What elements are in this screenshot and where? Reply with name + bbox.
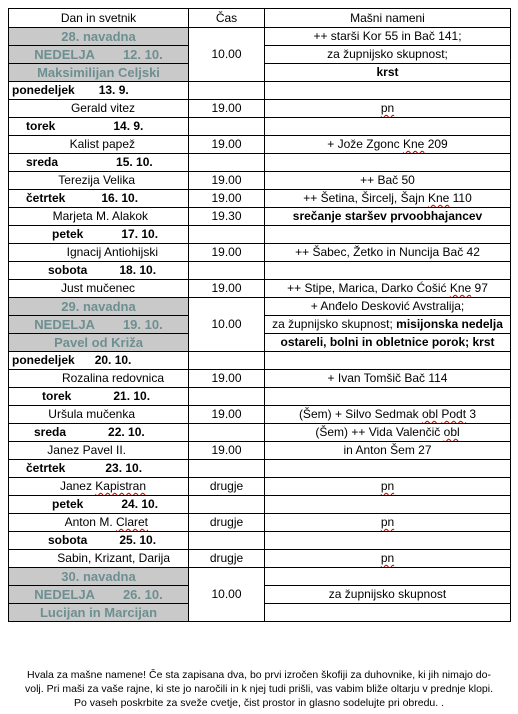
saint-row: [9, 136, 511, 154]
time-cell: [189, 82, 265, 100]
footer-line-2: volj. Pri maši za vaše rajne, ki ste jo naročili in k njej tudi prišli, vas vabim bliže oltarju v prednje klopi.: [24, 683, 494, 695]
sunday-30-title: 30. navadna: [9, 568, 189, 586]
sunday-29-day: NEDELJA: [34, 317, 95, 332]
day-row: [9, 226, 511, 244]
intent-cell: [265, 280, 511, 298]
saint-name: Just mučenec: [9, 280, 189, 298]
intent-cell: [265, 406, 511, 424]
saint-row: [9, 406, 511, 424]
day-date: 15. 10.: [116, 155, 153, 169]
sunday-28-time: 10.00: [189, 28, 265, 82]
day-row: [9, 388, 511, 406]
day-name: ponedeljek: [12, 83, 75, 97]
saint-text: Janez: [59, 479, 96, 493]
day-row: [9, 496, 511, 514]
saint-row: [9, 514, 511, 532]
intent-cell: [265, 262, 511, 280]
intent-text: pn: [380, 101, 395, 115]
sunday-30-time: 10.00: [189, 568, 265, 622]
day-cell: [9, 262, 189, 280]
intent-text-flagged: Podt: [441, 407, 467, 421]
day-cell: [9, 226, 189, 244]
saint-row: [9, 370, 511, 388]
intent-cell: [265, 424, 511, 442]
day-cell: [9, 118, 189, 136]
day-date: 18. 10.: [119, 263, 157, 277]
mass-time: 19.00: [189, 136, 265, 154]
footer-line-3: Po vaseh poskrbite za sveže cvetje, čist prostor in glasno sodelujte pri obredu. .: [73, 697, 445, 709]
saint-row: [9, 478, 511, 496]
day-cell: [9, 352, 189, 370]
saint-name: [9, 478, 189, 496]
sunday-28-row-1: [9, 28, 511, 46]
intent-text-flagged: Kne: [403, 137, 425, 151]
intent-text: ++ Šabec, Žetko in Nuncija Bač 42: [265, 244, 511, 262]
mass-time: 19.00: [189, 100, 265, 118]
header-day-saint: Dan in svetnik: [9, 9, 189, 28]
intent-text: + Jože Zgonc: [327, 137, 403, 151]
mass-time: 19.30: [189, 208, 265, 226]
intent-text: ++ Stipe, Marica, Darko Ćošić: [287, 281, 450, 295]
intent-text-flagged: obl: [443, 425, 460, 439]
mass-time: 19.00: [189, 244, 265, 262]
saint-name: [9, 514, 189, 532]
intent-text: za župnijsko skupnost;: [272, 317, 397, 331]
time-cell: [189, 154, 265, 172]
day-row: [9, 82, 511, 100]
intent-cell: [265, 82, 511, 100]
day-row: [9, 190, 511, 208]
day-cell: [9, 154, 189, 172]
intent-text: 97: [471, 281, 488, 295]
day-row: [9, 154, 511, 172]
mass-time: 19.00: [189, 280, 265, 298]
intent-cell: [265, 514, 511, 532]
saint-name: Ignacij Antiohijski: [9, 244, 189, 262]
time-cell: [189, 388, 265, 406]
intent-text: (Šem) + Silvo Sedmak: [298, 407, 422, 421]
sunday-30-intent-2: za župnijsko skupnost: [265, 586, 511, 604]
header-time: Čas: [189, 9, 265, 28]
day-date: 14. 9.: [113, 119, 144, 133]
day-name: sreda: [26, 155, 59, 169]
mass-time: drugje: [189, 478, 265, 496]
mass-schedule-table: [8, 8, 511, 622]
intent-text: 3: [466, 407, 477, 421]
day-date: 20. 10.: [94, 353, 132, 367]
sunday-30-intent-1: [265, 568, 511, 586]
day-cell: [9, 532, 189, 550]
day-cell: [9, 496, 189, 514]
day-date: 22. 10.: [108, 425, 145, 439]
sunday-29-day-date: [9, 316, 189, 334]
time-cell: [189, 118, 265, 136]
day-row: [9, 424, 511, 442]
sunday-29-date: 19. 10.: [122, 317, 163, 332]
mass-time: 19.00: [189, 442, 265, 460]
day-cell: [9, 424, 189, 442]
intent-cell: [265, 226, 511, 244]
intent-cell: [265, 460, 511, 478]
sunday-28-day: NEDELJA: [34, 47, 95, 62]
day-date: 24. 10.: [121, 497, 159, 511]
day-name: sreda: [34, 425, 67, 439]
day-date: 23. 10.: [105, 461, 143, 475]
day-cell: [9, 190, 189, 208]
intent-text: in Anton Šem 27: [265, 442, 511, 460]
day-row: [9, 118, 511, 136]
day-date: 17. 10.: [121, 227, 159, 241]
sunday-30-row-1: [9, 568, 511, 586]
saint-row: [9, 550, 511, 568]
saint-name: Uršula mučenka: [9, 406, 189, 424]
day-name: torek: [42, 389, 72, 403]
intent-text-flagged: Kne: [427, 191, 450, 205]
mass-time: 19.00: [189, 190, 265, 208]
mass-time: 19.00: [189, 406, 265, 424]
intent-cell: [265, 532, 511, 550]
header-row: [9, 9, 511, 28]
sunday-29-intent-3: ostareli, bolni in obletnice porok; krst: [265, 334, 511, 352]
intent-text: pn: [380, 515, 395, 529]
intent-cell: [265, 496, 511, 514]
intent-cell: [265, 118, 511, 136]
intent-cell: [265, 190, 511, 208]
sunday-30-intent-3: [265, 604, 511, 622]
time-cell: [189, 460, 265, 478]
intent-text: + Ivan Tomšič Bač 114: [265, 370, 511, 388]
day-date: 21. 10.: [113, 389, 151, 403]
sunday-30-date: 26. 10.: [122, 587, 163, 602]
mass-time: drugje: [189, 550, 265, 568]
mass-time: 19.00: [189, 370, 265, 388]
time-cell: [189, 352, 265, 370]
intent-cell: [265, 388, 511, 406]
intent-cell: [265, 100, 511, 118]
day-name: ponedeljek: [12, 353, 75, 367]
intent-text: pn: [380, 479, 395, 493]
saint-row: [9, 208, 511, 226]
day-date: 16. 10.: [101, 191, 139, 205]
intent-cell: [265, 136, 511, 154]
saint-text: Anton M.: [64, 515, 116, 529]
intent-text-flagged: Kne: [449, 281, 472, 295]
saint-row: [9, 442, 511, 460]
saint-text-flagged: Kapistran: [95, 479, 146, 493]
sunday-28-saint: Maksimilijan Celjski: [9, 64, 189, 82]
time-cell: [189, 532, 265, 550]
time-cell: [189, 262, 265, 280]
day-cell: [9, 82, 189, 100]
day-name: četrtek: [26, 461, 66, 475]
intent-text-bold: misijonska nedelja: [396, 317, 503, 331]
day-name: torek: [26, 119, 56, 133]
intent-text: ++ Bač 50: [265, 172, 511, 190]
mass-time: drugje: [189, 514, 265, 532]
footer-note: [8, 668, 510, 710]
header-intentions: Mašni nameni: [265, 9, 511, 28]
day-row: [9, 460, 511, 478]
sunday-29-intent-2: [265, 316, 511, 334]
sunday-29-title: 29. navadna: [9, 298, 189, 316]
saint-name: Marjeta M. Alakok: [9, 208, 189, 226]
sunday-30-day: NEDELJA: [34, 587, 95, 602]
day-date: 13. 9.: [98, 83, 129, 97]
sunday-29-time: 10.00: [189, 298, 265, 352]
intent-text: pn: [380, 551, 395, 565]
saint-name: Gerald vitez: [9, 100, 189, 118]
sunday-28-date: 12. 10.: [122, 47, 163, 62]
saint-row: [9, 244, 511, 262]
day-name: četrtek: [26, 191, 66, 205]
sunday-29-saint: Pavel od Križa: [9, 334, 189, 352]
sunday-30-day-date: [9, 586, 189, 604]
sunday-28-day-date: [9, 46, 189, 64]
sunday-28-title: 28. navadna: [9, 28, 189, 46]
day-cell: [9, 388, 189, 406]
time-cell: [189, 226, 265, 244]
saint-text-flagged: Claret: [115, 515, 148, 529]
day-row: [9, 532, 511, 550]
intent-text-flagged: obl: [421, 407, 438, 421]
day-row: [9, 262, 511, 280]
intent-cell: [265, 478, 511, 496]
intent-text: ++ Šetina, Šircelj, Šajn: [303, 191, 428, 205]
mass-time: 19.00: [189, 172, 265, 190]
saint-row: [9, 100, 511, 118]
sunday-30-saint: Lucijan in Marcijan: [9, 604, 189, 622]
day-cell: [9, 460, 189, 478]
sunday-28-intent-3: krst: [265, 64, 511, 82]
saint-row: [9, 172, 511, 190]
day-name: petek: [52, 497, 84, 511]
intent-text: 209: [424, 137, 448, 151]
day-row: [9, 352, 511, 370]
day-name: petek: [52, 227, 84, 241]
sunday-28-intent-2: za župnijsko skupnost;: [265, 46, 511, 64]
intent-cell: [265, 352, 511, 370]
saint-name: Kalist papež: [9, 136, 189, 154]
saint-name: Terezija Velika: [9, 172, 189, 190]
day-date: 25. 10.: [119, 533, 157, 547]
time-cell: [189, 496, 265, 514]
sunday-29-row-1: [9, 298, 511, 316]
day-name: sobota: [48, 263, 88, 277]
intent-cell: [265, 550, 511, 568]
intent-text: srečanje staršev prvoobhajancev: [265, 208, 511, 226]
sunday-28-intent-1: ++ starši Kor 55 in Bač 141;: [265, 28, 511, 46]
intent-text: 110: [449, 191, 472, 205]
saint-row: [9, 280, 511, 298]
intent-text: (Šem) ++ Vida Valenčič: [315, 425, 444, 439]
footer-line-1: Hvala za mašne namene! Če sta zapisana dva, bo prvi izročen škofiji za duhovnike, ki jih nimajo do-: [27, 669, 491, 681]
sunday-29-intent-1: + Anđelo Desković Avstralija;: [265, 298, 511, 316]
saint-name: Rozalina redovnica: [9, 370, 189, 388]
day-name: sobota: [48, 533, 88, 547]
saint-name: Janez Pavel II.: [9, 442, 189, 460]
time-cell: [189, 424, 265, 442]
saint-name: Sabin, Krizant, Darija: [9, 550, 189, 568]
intent-cell: [265, 154, 511, 172]
